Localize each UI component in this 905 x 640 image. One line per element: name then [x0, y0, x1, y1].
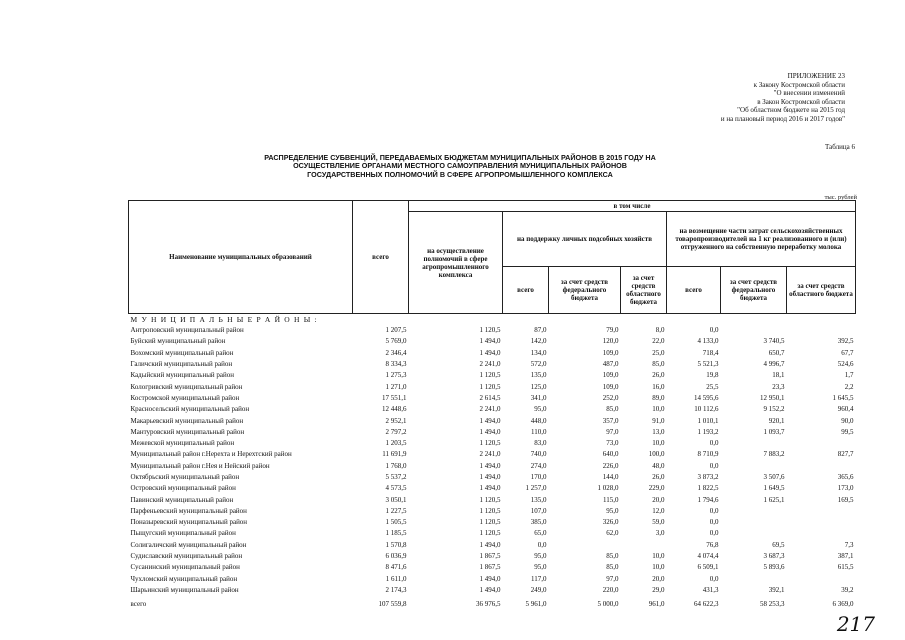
- value-cell: 170,0: [530, 473, 547, 481]
- group-label: М У Н И Ц И П А Л Ь Н Ы Е Р А Й О Н Ы :: [130, 315, 318, 324]
- value-cell: 142,0: [530, 337, 547, 346]
- value-cell: 1 505,5: [385, 518, 407, 527]
- value-cell: 5 521,3: [697, 360, 719, 369]
- value-cell: 1 494,0: [479, 574, 501, 583]
- value-cell: 5 961,0: [525, 600, 547, 609]
- value-cell: 226,0: [602, 461, 619, 470]
- value-cell: 14 595,6: [694, 393, 719, 402]
- table-number: Таблица 6: [825, 143, 855, 151]
- value-cell: 117,0: [531, 574, 547, 583]
- value-cell: 85,0: [606, 552, 619, 561]
- value-cell: 100,0: [648, 450, 665, 459]
- value-cell: 1 227,5: [385, 506, 407, 515]
- value-cell: 1 625,1: [763, 495, 785, 504]
- value-cell: 135,0: [530, 495, 547, 504]
- district-name-cell: Галичский муниципальный район: [130, 360, 233, 369]
- value-cell: 10,0: [652, 563, 665, 572]
- value-cell: 29,0: [652, 585, 665, 594]
- value-cell: 1 649,5: [763, 484, 785, 493]
- value-cell: 83,0: [534, 439, 547, 448]
- total-row: [129, 596, 856, 610]
- value-cell: 1 494,0: [479, 416, 501, 425]
- value-cell: 26,0: [652, 371, 665, 380]
- page-number: 217: [836, 612, 875, 636]
- value-cell: 59,0: [652, 518, 665, 527]
- col-name-header: Наименование муниципальных образований: [129, 201, 353, 314]
- table-row: [129, 415, 856, 426]
- value-cell: 1 120,5: [479, 371, 501, 380]
- value-cell: 8 471,6: [385, 563, 407, 572]
- value-cell: 85,0: [606, 563, 619, 572]
- district-name-cell: Мантуровский муниципальный район: [130, 427, 245, 436]
- value-cell: 90,0: [841, 416, 854, 425]
- district-name-cell: Муниципальный район г.Нерехта и Нерехтский район: [130, 450, 292, 459]
- value-cell: 169,5: [837, 495, 854, 504]
- document-title: [250, 154, 670, 179]
- value-cell: 2 241,0: [479, 360, 501, 369]
- value-cell: 67,7: [841, 348, 854, 357]
- table-row: [129, 370, 856, 381]
- value-cell: 5 893,6: [763, 563, 785, 572]
- value-cell: [787, 461, 856, 472]
- value-cell: 2,2: [844, 382, 854, 391]
- value-cell: 7 883,2: [763, 450, 785, 459]
- col-total-header: всего: [353, 201, 409, 314]
- value-cell: 1 120,5: [479, 518, 501, 527]
- value-cell: 4 573,5: [385, 484, 407, 493]
- value-cell: 3 873,2: [697, 473, 719, 481]
- value-cell: [787, 438, 856, 449]
- value-cell: 341,0: [530, 393, 547, 402]
- value-cell: [721, 574, 787, 585]
- value-cell: 220,0: [602, 585, 619, 594]
- value-cell: 961,0: [648, 600, 665, 609]
- title-line: ГОСУДАРСТВЕННЫХ ПОЛНОМОЧИЙ В СФЕРЕ АГРОПРОМЫШЛЕННОГО КОМПЛЕКСА: [307, 169, 613, 179]
- value-cell: 1 494,0: [479, 348, 501, 357]
- annex-line: в Закон Костромской области: [757, 97, 845, 106]
- col-personal-header: на поддержку личных подсобных хозяйств: [503, 212, 667, 267]
- value-cell: 18,1: [772, 371, 785, 380]
- district-name-cell: Кадыйский муниципальный район: [130, 371, 235, 380]
- table-row: [129, 438, 856, 449]
- table-row: [129, 494, 856, 505]
- value-cell: 48,0: [652, 461, 665, 470]
- value-cell: 1 120,5: [479, 506, 501, 515]
- value-cell: 640,0: [602, 450, 619, 459]
- value-cell: 1 257,0: [525, 484, 547, 493]
- value-cell: 97,0: [606, 574, 619, 583]
- value-cell: 95,0: [534, 552, 547, 561]
- value-cell: 99,5: [841, 427, 854, 436]
- table-row: [129, 393, 856, 404]
- value-cell: 3,0: [655, 529, 665, 538]
- value-cell: 2 241,0: [479, 450, 501, 459]
- table-row: [129, 336, 856, 347]
- value-cell: 1 120,5: [479, 529, 501, 538]
- table-row: [129, 574, 856, 585]
- district-name-cell: Буйский муниципальный район: [130, 337, 226, 346]
- value-cell: 2 614,5: [479, 393, 501, 402]
- value-cell: 1 822,5: [697, 484, 719, 493]
- value-cell: 0,0: [709, 506, 719, 515]
- value-cell: [721, 461, 787, 472]
- value-cell: 10 112,6: [694, 405, 719, 414]
- value-cell: 23,3: [772, 382, 785, 391]
- value-cell: 392,1: [768, 585, 785, 594]
- value-cell: 4 074,4: [697, 552, 719, 561]
- value-cell: 0,0: [709, 529, 719, 538]
- value-cell: 69,5: [772, 540, 785, 549]
- value-cell: 19,8: [706, 371, 719, 380]
- value-cell: 5 537,2: [385, 473, 407, 481]
- table-row: [129, 404, 856, 415]
- value-cell: 3 687,3: [763, 552, 785, 561]
- value-cell: 8 710,9: [697, 450, 719, 459]
- annex-block: [721, 72, 845, 124]
- value-cell: 9 152,2: [763, 405, 785, 414]
- value-cell: 1 120,5: [479, 326, 501, 335]
- value-cell: 115,0: [603, 495, 619, 504]
- value-cell: 960,4: [837, 405, 854, 414]
- district-name-cell: Межевской муниципальный район: [130, 439, 235, 448]
- col-personal-federal: за счет средств федерального бюджета: [549, 267, 621, 314]
- col-in-that-header: в том числе: [409, 201, 856, 212]
- value-cell: 3 740,5: [763, 337, 785, 346]
- table-row: [129, 348, 856, 359]
- annex-line: "Об областном бюджете на 2015 год: [737, 106, 845, 115]
- table-row: [129, 449, 856, 460]
- value-cell: 487,0: [602, 360, 619, 369]
- district-name-cell: всего: [130, 600, 147, 609]
- district-name-cell: Пыщугский муниципальный район: [130, 529, 236, 538]
- value-cell: 2 952,1: [385, 416, 407, 425]
- value-cell: 85,0: [652, 360, 665, 369]
- value-cell: 229,0: [648, 484, 665, 493]
- table-row: [129, 540, 856, 551]
- table-row: [129, 483, 856, 494]
- value-cell: 13,0: [652, 427, 665, 436]
- value-cell: [721, 517, 787, 528]
- value-cell: 1 768,0: [385, 461, 407, 470]
- value-cell: 1 275,3: [385, 371, 407, 380]
- title-line: ОСУЩЕСТВЛЕНИЕ ОРГАНАМИ МЕСТНОГО САМОУПРАВЛЕНИЯ МУНИЦИПАЛЬНЫХ РАЙОНОВ: [293, 161, 627, 171]
- value-cell: 392,5: [837, 337, 854, 346]
- value-cell: 144,0: [602, 473, 619, 481]
- value-cell: 6 036,9: [385, 552, 407, 561]
- value-cell: [721, 438, 787, 449]
- value-cell: 85,0: [606, 405, 619, 414]
- table-row: [129, 528, 856, 539]
- annex-line: "О внесении изменений: [773, 89, 845, 98]
- district-name-cell: Солигаличский муниципальный район: [130, 540, 247, 549]
- value-cell: 26,0: [652, 473, 665, 481]
- value-cell: 274,0: [530, 461, 547, 470]
- table-header: [129, 201, 856, 314]
- value-cell: 0,0: [537, 540, 547, 549]
- value-cell: 1 120,5: [479, 495, 501, 504]
- col-personal-regional: за счет средств областного бюджета: [621, 267, 667, 314]
- district-name-cell: Шарьинский муниципальный район: [130, 585, 239, 594]
- value-cell: 1 010,1: [697, 416, 719, 425]
- value-cell: 12 448,6: [382, 405, 407, 414]
- value-cell: 1 494,0: [479, 337, 501, 346]
- value-cell: 25,0: [652, 348, 665, 357]
- district-name-cell: Красносельский муниципальный район: [130, 405, 250, 414]
- value-cell: 1 120,5: [479, 382, 501, 391]
- value-cell: 8 334,3: [385, 360, 407, 369]
- col-personal-total: всего: [503, 267, 549, 314]
- value-cell: 3 050,1: [385, 495, 407, 504]
- value-cell: 615,5: [837, 563, 854, 572]
- value-cell: 89,0: [652, 393, 665, 402]
- value-cell: 1 028,0: [597, 484, 619, 493]
- col-reimb-regional: за счет средств областного бюджета: [787, 267, 856, 314]
- value-cell: 91,0: [652, 416, 665, 425]
- value-cell: 10,0: [652, 405, 665, 414]
- value-cell: 1 193,2: [697, 427, 719, 436]
- value-cell: 173,0: [837, 484, 854, 493]
- district-name-cell: Сусанинский муниципальный район: [130, 563, 240, 572]
- district-name-cell: Судиславский муниципальный район: [130, 552, 243, 561]
- table-row: [129, 551, 856, 562]
- value-cell: 1 093,7: [763, 427, 785, 436]
- district-name-cell: Павинский муниципальный район: [130, 495, 234, 504]
- value-cell: [721, 325, 787, 336]
- value-cell: 7,3: [844, 540, 854, 549]
- value-cell: 827,7: [837, 450, 854, 459]
- table-row: [129, 517, 856, 528]
- title-line: РАСПРЕДЕЛЕНИЕ СУБВЕНЦИЙ, ПЕРЕДАВАЕМЫХ БЮДЖЕТАМ МУНИЦИПАЛЬНЫХ РАЙОНОВ В 2015 ГОДУ НА: [264, 153, 656, 162]
- col-reimb-total: всего: [667, 267, 721, 314]
- value-cell: 385,0: [530, 518, 547, 527]
- value-cell: [721, 528, 787, 539]
- col-agro-header: на осуществление полномочий в сфере агропромышленного комплекса: [409, 212, 503, 314]
- value-cell: 1 494,0: [479, 461, 501, 470]
- annex-line: к Закону Костромской области: [753, 80, 845, 89]
- district-name-cell: Муниципальный район г.Нея и Нейский район: [130, 461, 270, 470]
- value-cell: 107 559,8: [378, 600, 407, 609]
- value-cell: 10,0: [652, 552, 665, 561]
- value-cell: 62,0: [606, 529, 619, 538]
- table-row: [129, 461, 856, 472]
- value-cell: 920,1: [768, 416, 785, 425]
- value-cell: 5 000,0: [597, 600, 619, 609]
- annex-line: и на плановый период 2016 и 2017 годов": [720, 114, 845, 123]
- value-cell: 1 494,0: [479, 484, 501, 493]
- value-cell: 2 241,0: [479, 405, 501, 414]
- value-cell: [621, 540, 667, 551]
- units-label: тыс. рублей: [824, 194, 857, 201]
- value-cell: 20,0: [652, 574, 665, 583]
- value-cell: 1 867,5: [479, 563, 501, 572]
- district-name-cell: Антроповский муниципальный район: [130, 326, 244, 335]
- value-cell: 357,0: [602, 416, 619, 425]
- value-cell: 76,8: [706, 540, 719, 549]
- group-row: [129, 314, 856, 326]
- value-cell: 1 271,0: [385, 382, 407, 391]
- value-cell: 16,0: [652, 382, 665, 391]
- annex-line: ПРИЛОЖЕНИЕ 23: [787, 72, 845, 80]
- value-cell: 1 207,5: [385, 326, 407, 335]
- value-cell: 650,7: [768, 348, 785, 357]
- value-cell: 1 570,8: [385, 540, 407, 549]
- value-cell: 79,0: [606, 326, 619, 335]
- value-cell: [787, 517, 856, 528]
- value-cell: 249,0: [530, 585, 547, 594]
- table-row: [129, 381, 856, 392]
- value-cell: 97,0: [606, 427, 619, 436]
- value-cell: 110,0: [531, 427, 547, 436]
- value-cell: 4 133,0: [697, 337, 719, 346]
- value-cell: 109,0: [602, 348, 619, 357]
- value-cell: 740,0: [530, 450, 547, 459]
- value-cell: 1 185,5: [385, 529, 407, 538]
- value-cell: 0,0: [709, 518, 719, 527]
- value-cell: 326,0: [602, 518, 619, 527]
- value-cell: [787, 506, 856, 517]
- value-cell: 252,0: [602, 393, 619, 402]
- value-cell: 0,0: [709, 439, 719, 448]
- value-cell: 1 203,5: [385, 439, 407, 448]
- table-row: [129, 506, 856, 517]
- table-body: [129, 314, 856, 611]
- value-cell: 95,0: [534, 563, 547, 572]
- value-cell: 524,6: [837, 360, 854, 369]
- table-row: [129, 325, 856, 336]
- value-cell: 0,0: [709, 461, 719, 470]
- value-cell: 1 645,5: [832, 393, 854, 402]
- value-cell: 109,0: [602, 371, 619, 380]
- district-name-cell: Октябрьский муниципальный район: [130, 473, 240, 481]
- district-name-cell: Костромской муниципальный район: [130, 393, 240, 402]
- value-cell: 365,6: [837, 473, 854, 481]
- district-name-cell: Вохомский муниципальный район: [130, 348, 234, 357]
- value-cell: 1 494,0: [479, 585, 501, 594]
- value-cell: 1 867,5: [479, 552, 501, 561]
- value-cell: 36 976,5: [476, 600, 501, 609]
- value-cell: 2 346,4: [385, 348, 407, 357]
- value-cell: 3 507,6: [763, 473, 785, 481]
- value-cell: 1 611,0: [385, 574, 407, 583]
- value-cell: 1 494,0: [479, 427, 501, 436]
- value-cell: 12,0: [652, 506, 665, 515]
- value-cell: 64 622,3: [694, 600, 719, 609]
- value-cell: 87,0: [534, 326, 547, 335]
- value-cell: 12 950,1: [760, 393, 785, 402]
- value-cell: [787, 325, 856, 336]
- value-cell: 1 494,0: [479, 473, 501, 481]
- value-cell: [787, 528, 856, 539]
- district-name-cell: Парфеньевский муниципальный район: [130, 506, 247, 515]
- value-cell: 572,0: [530, 360, 547, 369]
- value-cell: 20,0: [652, 495, 665, 504]
- value-cell: 22,0: [652, 337, 665, 346]
- value-cell: 109,0: [602, 382, 619, 391]
- value-cell: 6 369,0: [832, 600, 854, 609]
- value-cell: 2 797,2: [385, 427, 407, 436]
- value-cell: 1 120,5: [479, 439, 501, 448]
- table-row: [129, 427, 856, 438]
- subventions-table: [128, 200, 856, 610]
- value-cell: 95,0: [534, 405, 547, 414]
- district-name-cell: Чухломский муниципальный район: [130, 574, 238, 583]
- value-cell: 125,0: [530, 382, 547, 391]
- district-name-cell: Островский муниципальный район: [130, 484, 236, 493]
- district-name-cell: Поназыревский муниципальный район: [130, 518, 248, 527]
- value-cell: 0,0: [709, 574, 719, 583]
- value-cell: 95,0: [606, 506, 619, 515]
- value-cell: 1 794,6: [697, 495, 719, 504]
- table-row: [129, 359, 856, 370]
- value-cell: 17 551,1: [382, 393, 407, 402]
- value-cell: 448,0: [530, 416, 547, 425]
- value-cell: 25,5: [706, 382, 719, 391]
- value-cell: 8,0: [655, 326, 665, 335]
- value-cell: [721, 506, 787, 517]
- value-cell: [787, 574, 856, 585]
- value-cell: 134,0: [530, 348, 547, 357]
- col-reimb-federal: за счет средств федерального бюджета: [721, 267, 787, 314]
- value-cell: 2 174,3: [385, 585, 407, 594]
- value-cell: 1,7: [844, 371, 854, 380]
- value-cell: 10,0: [652, 439, 665, 448]
- table-row: [129, 585, 856, 596]
- value-cell: 387,1: [837, 552, 854, 561]
- table-row: [129, 472, 856, 483]
- value-cell: 39,2: [841, 585, 854, 594]
- district-name-cell: Кологривский муниципальный район: [130, 382, 243, 391]
- table-row: [129, 562, 856, 573]
- value-cell: 718,4: [702, 348, 719, 357]
- value-cell: 6 509,1: [697, 563, 719, 572]
- value-cell: 431,3: [702, 585, 719, 594]
- value-cell: 5 769,0: [385, 337, 407, 346]
- col-reimb-header: на возмещение части затрат сельскохозяйственных товаропроизводителей на 1 кг реализованного и (или) отгруженного на собственную переработку молока: [667, 212, 856, 267]
- value-cell: 120,0: [602, 337, 619, 346]
- value-cell: 65,0: [534, 529, 547, 538]
- district-name-cell: Макарьевский муниципальный район: [130, 416, 244, 425]
- value-cell: [549, 540, 621, 551]
- value-cell: 58 253,3: [760, 600, 785, 609]
- value-cell: 73,0: [606, 439, 619, 448]
- value-cell: 0,0: [709, 326, 719, 335]
- value-cell: 4 996,7: [763, 360, 785, 369]
- value-cell: 107,0: [530, 506, 547, 515]
- value-cell: 1 494,0: [479, 540, 501, 549]
- value-cell: 135,0: [530, 371, 547, 380]
- value-cell: 11 691,9: [382, 450, 407, 459]
